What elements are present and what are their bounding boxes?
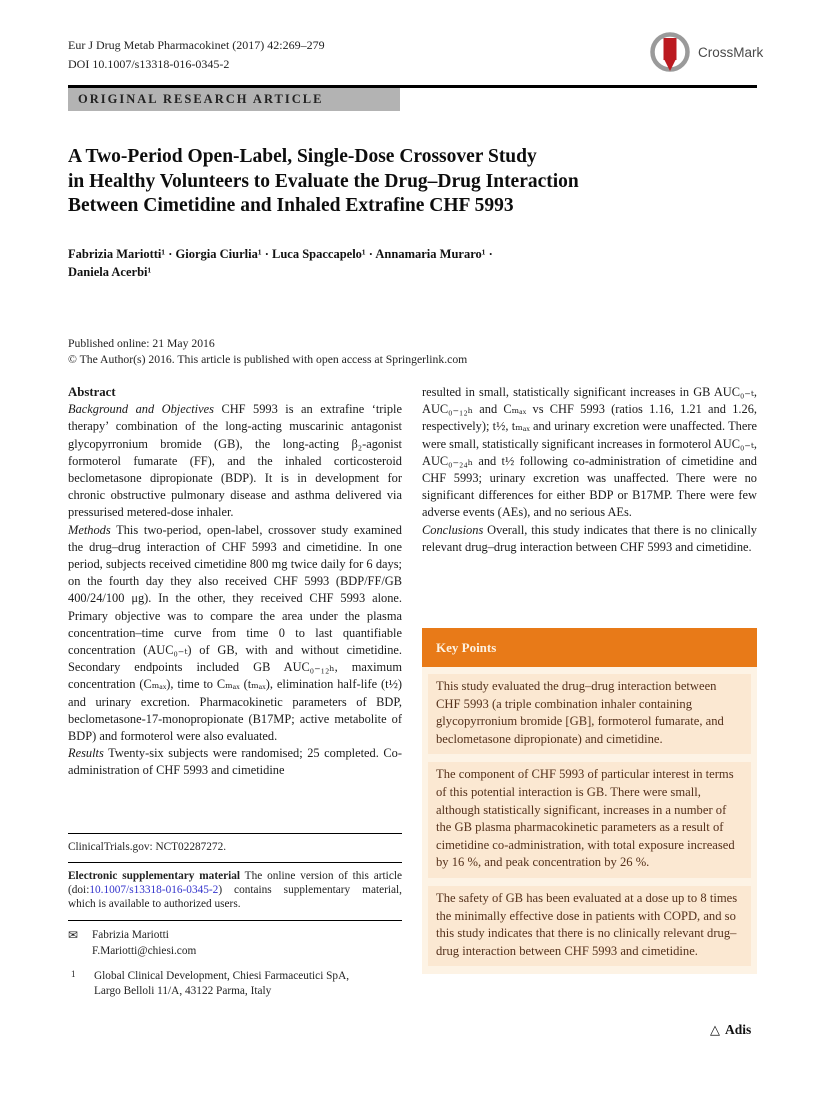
- abstract-paragraph-conclusions: [422, 522, 757, 556]
- article-type-banner: ORIGINAL RESEARCH ARTICLE: [68, 88, 400, 111]
- key-point-item: This study evaluated the drug–drug interaction between CHF 5993 (a triple combination inhaler containing glycopyrronium bromide [GB], formoterol fumarate, and beclometasone dipropionate) and cimetidine.: [428, 674, 751, 754]
- publisher-mark: [710, 1022, 751, 1038]
- esm-text-before: The online version of this article (doi:: [68, 870, 402, 896]
- page-title: [68, 145, 748, 219]
- journal-info: [68, 36, 325, 74]
- adis-triangle-icon: △: [710, 1022, 720, 1037]
- key-point-item: The component of CHF 5993 of particular interest in terms of this potential interaction is GB. There were small, although statistically significant, increases in a number of the GB plasma pharmacokinetic parameters as a result of cimetidine co-administration, with total exposure increased by 16 %, and peak concentration by 26 %.: [428, 762, 751, 878]
- abstract-paragraph-results-part1: [68, 745, 402, 779]
- paragraph-text: resulted in small, statistically significant increases in GB AUC₀₋ₜ, AUC₀₋₁₂ₕ and Cₘₐₓ vs CHF 5993 (ratios 1.16, 1.21 and 1.26, respectively); t½, tₘₐₓ and urinary excretion were unaffected. There were small, statistically significant increases in formoterol AUC₀₋ₜ, AUC₀₋₂₄ₕ and t½ following co-administration of cimetidine and CHF 5993; urinary excretion was unaffected. There were no significant differences for either BDP or B17MP. There were few adverse events (AEs), and no serious AEs.: [422, 385, 757, 520]
- crossmark-badge[interactable]: [648, 30, 763, 74]
- correspondence-block: [68, 928, 402, 959]
- esm-lead: Electronic supplementary material: [68, 870, 241, 882]
- envelope-icon: ✉: [68, 928, 79, 942]
- doi-line: DOI 10.1007/s13318-016-0345-2: [68, 57, 230, 71]
- published-online-line: Published online: 21 May 2016: [68, 337, 215, 350]
- title-line-1: A Two-Period Open-Label, Single-Dose Crossover Study: [68, 146, 537, 167]
- correspondence-name: Fabrizia Mariotti: [92, 929, 169, 941]
- key-point-item: The safety of GB has been evaluated at a dose up to 8 times the minimally effective dose in patients with COPD, and so this study indicates that there is no clinically relevant drug–drug interaction between CHF 5993 and cimetidine.: [428, 886, 751, 966]
- title-line-2: in Healthy Volunteers to Evaluate the Drug–Drug Interaction: [68, 170, 579, 192]
- esm-text-after: ) contains supplementary material, which is available to authorized users.: [68, 884, 402, 910]
- abstract-paragraph-results-part2: [422, 384, 757, 522]
- abstract-left-column: [68, 384, 402, 780]
- clinical-trials-line: ClinicalTrials.gov: NCT02287272.: [68, 841, 227, 853]
- publication-info: [68, 336, 748, 367]
- footnote-divider: [68, 920, 402, 921]
- footnote-divider: [68, 862, 402, 863]
- author-list: [68, 246, 748, 281]
- footnotes-block: [68, 833, 402, 998]
- journal-citation-line: Eur J Drug Metab Pharmacokinet (2017) 42:269–279: [68, 38, 325, 52]
- abstract-heading: Abstract: [68, 385, 116, 399]
- key-points-header: Key Points: [422, 628, 757, 667]
- affiliation-line-1: Global Clinical Development, Chiesi Farmaceutici SpA,: [94, 970, 350, 982]
- publisher-name: Adis: [725, 1022, 752, 1037]
- crossmark-label: CrossMark: [698, 44, 764, 60]
- paragraph-lead: Background and Objectives: [68, 402, 214, 417]
- paragraph-text: Twenty-six subjects were randomised; 25 completed. Co-administration of CHF 5993 and cimetidine: [68, 746, 402, 778]
- author-line-2: Daniela Acerbi¹: [68, 264, 152, 279]
- correspondence-email[interactable]: F.Mariotti@chiesi.com: [92, 944, 197, 957]
- paragraph-lead: Conclusions: [422, 522, 484, 537]
- affiliation-block: [68, 969, 402, 998]
- supplementary-material-note: [68, 869, 402, 911]
- paragraph-lead: Methods: [68, 522, 111, 537]
- paragraph-text: This two-period, open-label, crossover study examined the drug–drug interaction of CHF 5993 and cimetidine. In one period, subjects received cimetidine 800 mg twice daily for 6 days; on the fourth day they also received CHF 5993 (BDP/FF/GB 400/24/100 μg). In the other, they received CHF 5993 alone. Primary objective was to compare the area under the plasma concentration–time curve from time 0 to last quantifiable concentration (AUC₀₋ₜ) of GB, with and without cimetidine. Secondary endpoints included GB AUC₀₋₁₂ₕ, maximum concentration (Cₘₐₓ), time to Cₘₐₓ (tₘₐₓ), elimination half-life (t½) and urinary excretion. Pharmacokinetic parameters of BDP, beclometasone-17-monopropionate (B17MP; active metabolite of BDP) and formoterol were also evaluated.: [68, 522, 403, 744]
- paragraph-lead: Results: [68, 746, 104, 761]
- key-points-box: [422, 628, 757, 974]
- paragraph-text: Overall, this study indicates that there is no clinically relevant drug–drug interaction between CHF 5993 and cimetidine.: [422, 522, 757, 554]
- crossmark-icon: [648, 30, 692, 74]
- doi-link[interactable]: 10.1007/s13318-016-0345-2: [89, 884, 219, 896]
- author-line-1: Fabrizia Mariotti¹ · Giorgia Ciurlia¹ · Luca Spaccapelo¹ · Annamaria Muraro¹ ·: [68, 247, 493, 261]
- affiliation-marker: 1: [71, 969, 76, 979]
- affiliation-line-2: Largo Belloli 11/A, 43122 Parma, Italy: [94, 984, 272, 997]
- abstract-right-column: [422, 384, 757, 556]
- abstract-paragraph-background: [68, 401, 402, 521]
- key-points-body: [422, 667, 757, 974]
- abstract-paragraph-methods: [68, 522, 402, 746]
- paragraph-text: CHF 5993 is an extrafine ‘triple therapy’ combination of the long-acting muscarinic antagonist glycopyrronium bromide (GB), the long-acting β₂-agonist formoterol fumarate (FF), and the inhaled corticosteroid beclometasone dipropionate (BDP). It is in development for chronic obstructive pulmonary disease and asthma delivered via pressurised metered-dose inhaler.: [68, 402, 402, 520]
- title-line-3: Between Cimetidine and Inhaled Extrafine CHF 5993: [68, 195, 514, 216]
- footnote-divider: [68, 833, 402, 834]
- copyright-line: © The Author(s) 2016. This article is published with open access at Springerlink.com: [68, 352, 468, 366]
